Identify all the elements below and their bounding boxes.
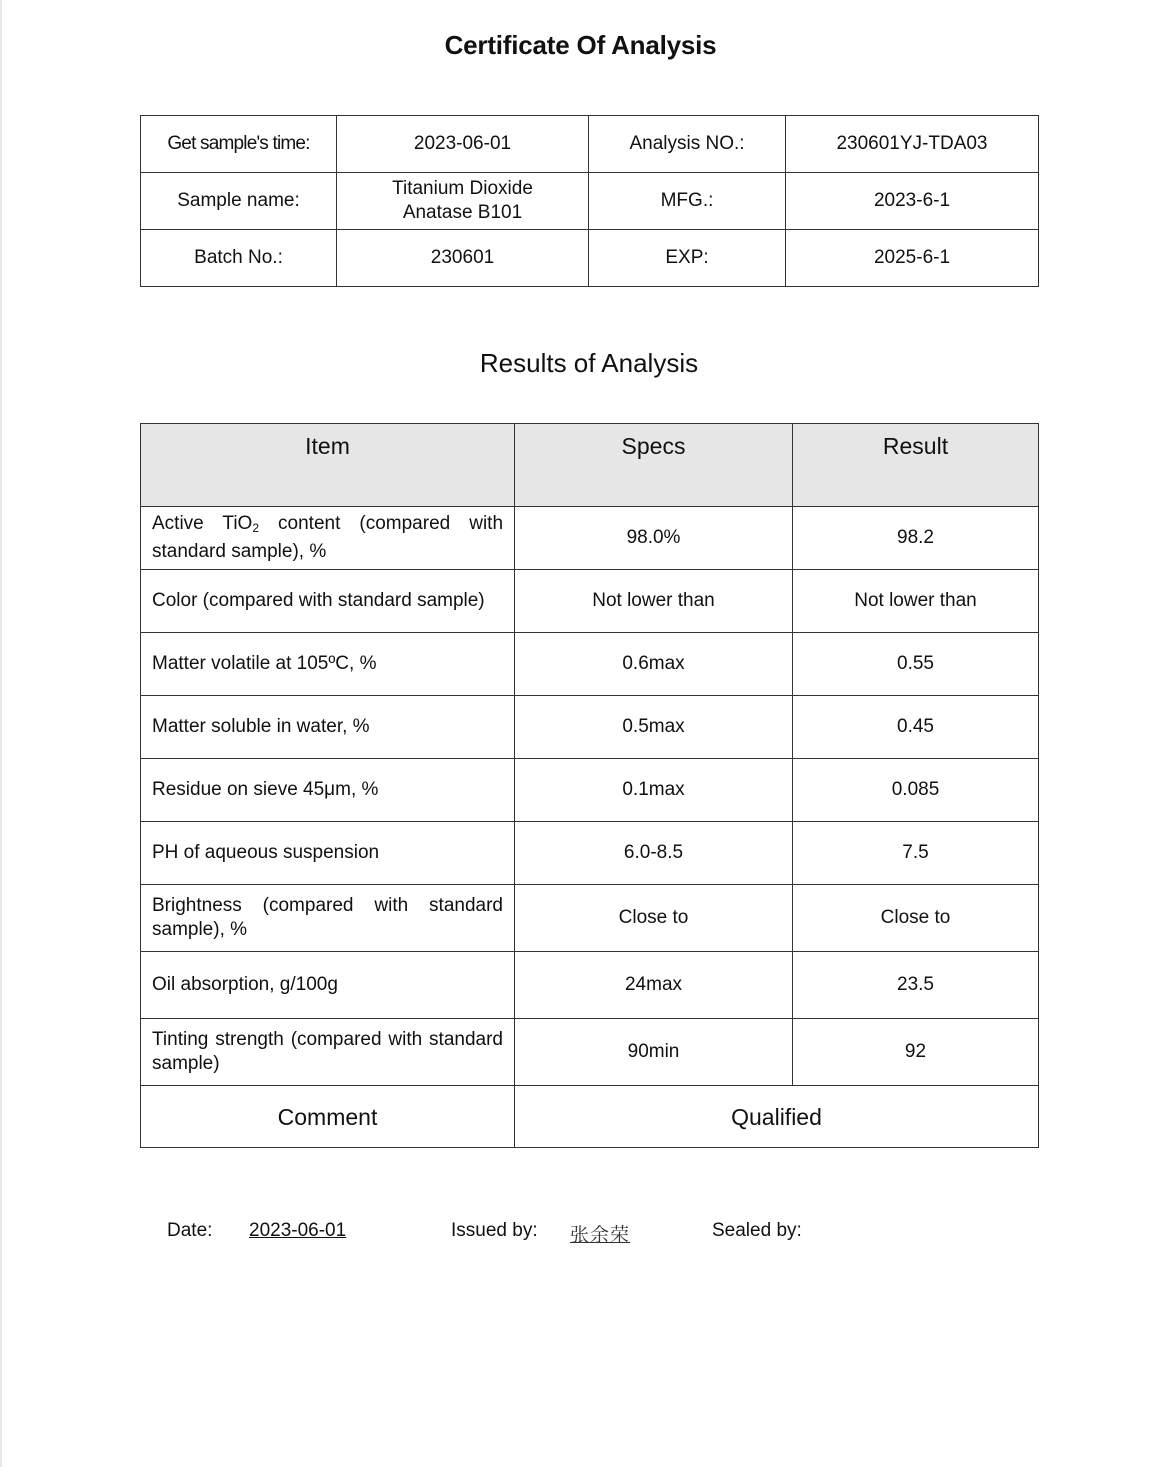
comment-value: Qualified [515,1086,1039,1148]
result-cell: 7.5 [793,822,1039,885]
sample-name-line2: Anatase B101 [402,202,523,223]
result-cell: 0.45 [793,696,1039,759]
exp-value: 2025-6-1 [786,230,1039,287]
sample-name-label: Sample name: [141,173,337,230]
spec-cell: 0.1max [515,759,793,822]
item-cell: Active TiO$_2$ content (compared with standard sample), % [141,507,515,570]
document-title: Certificate Of Analysis [444,30,717,60]
header-specs: Specs [515,424,793,507]
table-row [141,507,1039,570]
mfg-value: 2023-6-1 [786,173,1039,230]
result-cell: 98.2 [793,507,1039,570]
table-row [141,633,1039,696]
results-header-row [141,424,1039,507]
get-sample-time-value: 2023-06-01 [337,116,589,173]
item-cell: Color (compared with standard sample) [141,570,515,633]
analysis-no-label: Analysis NO.: [589,116,786,173]
date-value: 2023-06-01 [249,1220,347,1241]
comment-row [141,1086,1039,1148]
info-row [141,173,1039,230]
table-row [141,1019,1039,1086]
mfg-label: MFG.: [589,173,786,230]
results-table [140,423,1039,1148]
sealed-by-label: Sealed by: [712,1220,802,1241]
page-edge [0,0,2,1467]
spec-cell: Close to [515,885,793,952]
batch-no-label: Batch No.: [141,230,337,287]
exp-label: EXP: [589,230,786,287]
item-cell: Tinting strength (compared with standard sample) [141,1019,515,1086]
sample-info-table [140,115,1039,287]
result-cell: Close to [793,885,1039,952]
table-row [141,952,1039,1019]
spec-cell: Not lower than [515,570,793,633]
table-row [141,570,1039,633]
analysis-no-value: 230601YJ-TDA03 [786,116,1039,173]
table-row [141,759,1039,822]
spec-cell: 90min [515,1019,793,1086]
spec-cell: 24max [515,952,793,1019]
header-item: Item [141,424,515,507]
results-heading: Results of Analysis [479,348,699,378]
item-cell: PH of aqueous suspension [141,822,515,885]
date-label: Date: [167,1220,213,1241]
spec-cell: 0.6max [515,633,793,696]
result-cell: 23.5 [793,952,1039,1019]
item-cell: Brightness (compared with standard sample), % [141,885,515,952]
spec-cell: 98.0% [515,507,793,570]
result-cell: 0.085 [793,759,1039,822]
item-cell: Oil absorption, g/100g [141,952,515,1019]
issued-by-signature: 张余荣 [570,1224,631,1246]
batch-no-value: 230601 [337,230,589,287]
result-cell: 0.55 [793,633,1039,696]
header-result: Result [793,424,1039,507]
info-row [141,116,1039,173]
item-cell: Matter volatile at 105ºC, % [141,633,515,696]
get-sample-time-label: Get sample's time: [141,116,337,173]
sample-name-line1: Titanium Dioxide [392,178,533,199]
table-row [141,822,1039,885]
spec-cell: 6.0-8.5 [515,822,793,885]
item-cell: Residue on sieve 45μm, % [141,759,515,822]
table-row [141,696,1039,759]
item-cell: Matter soluble in water, % [141,696,515,759]
issued-by-label: Issued by: [451,1220,538,1241]
sample-name-value [337,173,589,230]
result-cell: Not lower than [793,570,1039,633]
table-row [141,885,1039,952]
info-row [141,230,1039,287]
result-cell: 92 [793,1019,1039,1086]
spec-cell: 0.5max [515,696,793,759]
comment-label: Comment [141,1086,515,1148]
